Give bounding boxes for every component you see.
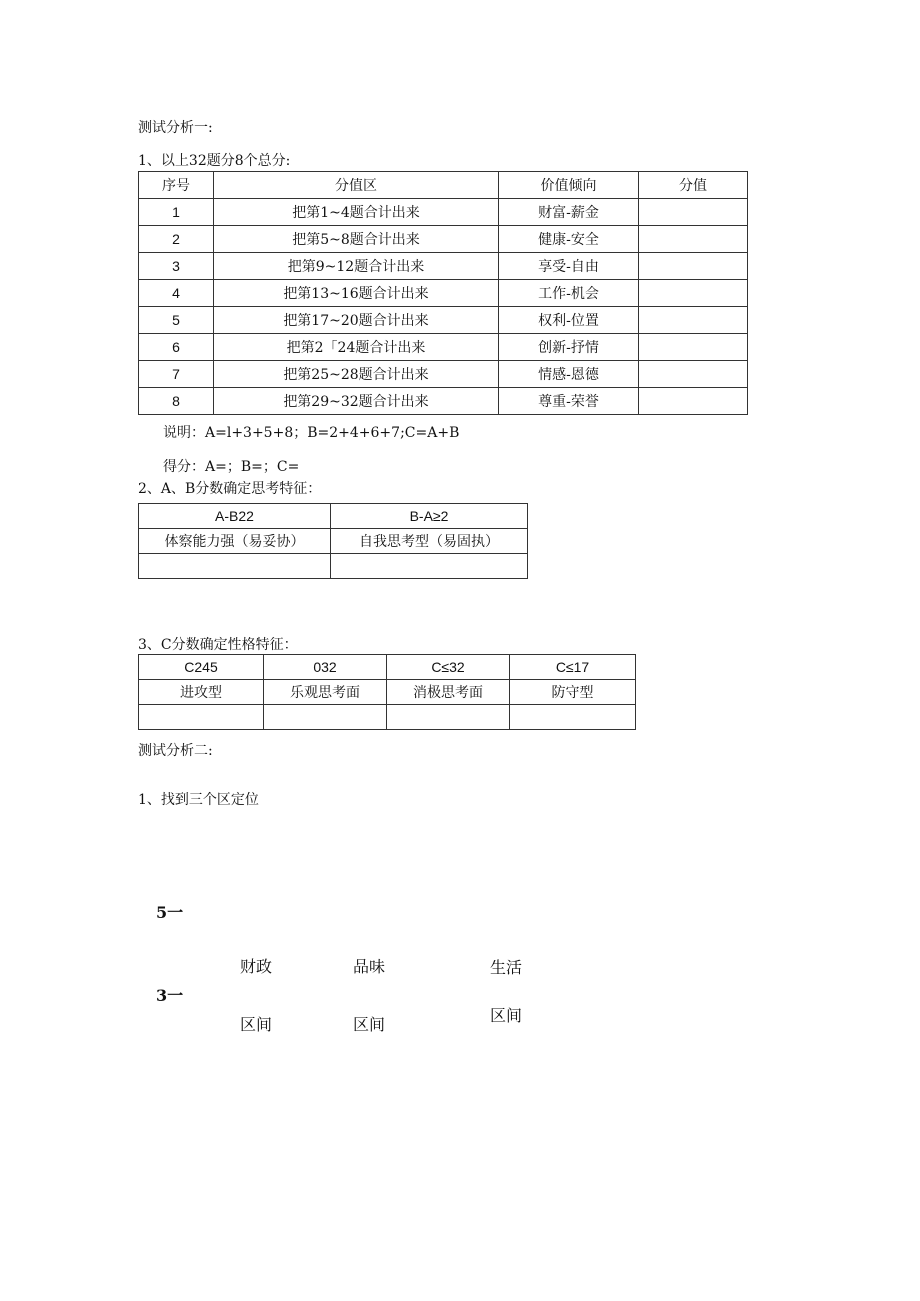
header-cell: A-B22	[139, 504, 331, 529]
q2-heading: 2、A、B分数确定思考特征：	[138, 481, 322, 497]
row-number: 6	[139, 334, 214, 361]
row-range: 把第2「24题合计出来	[214, 334, 499, 361]
zone-finance-title: 财政	[240, 957, 273, 976]
row-number: 1	[139, 199, 214, 226]
answer-cell[interactable]	[139, 554, 331, 579]
header-cell: C245	[139, 655, 264, 680]
row-range: 把第5~8题合计出来	[214, 226, 499, 253]
table-row	[139, 361, 748, 388]
row-number: 7	[139, 361, 214, 388]
section-title-1: 测试分析一:	[138, 120, 213, 136]
row-value: 创新-抒情	[499, 334, 639, 361]
header-cell: C≤32	[387, 655, 510, 680]
q1-heading: 1、以上32题分8个总分:	[138, 153, 291, 169]
zone-life-title: 生活	[490, 958, 523, 977]
answer-cell[interactable]	[510, 705, 636, 730]
row-score[interactable]	[639, 388, 748, 415]
row-number: 3	[139, 253, 214, 280]
header-cell: 032	[264, 655, 387, 680]
zone-finance-range: 区间	[240, 1015, 273, 1034]
header-cell: B-A≥2	[331, 504, 528, 529]
trait-label: 自我思考型（易固执）	[331, 529, 528, 554]
table-row	[139, 554, 528, 579]
row-range: 把第29~32题合计出来	[214, 388, 499, 415]
trait-label: 进攻型	[139, 680, 264, 705]
score-line: 得分：A=；B=；C=	[163, 459, 300, 475]
formula-note: 说明：A=l+3+5+8；B=2+4+6+7;C=A+B	[163, 425, 460, 441]
row-score[interactable]	[639, 334, 748, 361]
answer-cell[interactable]	[387, 705, 510, 730]
table-row	[139, 199, 748, 226]
value-table	[138, 171, 748, 415]
row-value: 健康-安全	[499, 226, 639, 253]
thinking-table	[138, 503, 528, 579]
trait-label: 体察能力强（易妥协）	[139, 529, 331, 554]
row-value: 工作-机会	[499, 280, 639, 307]
row-value: 享受-自由	[499, 253, 639, 280]
table-row	[139, 388, 748, 415]
header-cell: 序号	[139, 172, 214, 199]
table-row	[139, 307, 748, 334]
table-row	[139, 529, 528, 554]
section-title-2: 测试分析二:	[138, 743, 213, 759]
table-row	[139, 680, 636, 705]
trait-label: 乐观思考面	[264, 680, 387, 705]
row-range: 把第25~28题合计出来	[214, 361, 499, 388]
personality-table	[138, 654, 636, 730]
table-row	[139, 705, 636, 730]
q3-heading: 3、C分数确定性格特征：	[138, 637, 298, 653]
row-score[interactable]	[639, 280, 748, 307]
zone-life-range: 区间	[490, 1006, 523, 1025]
row-number: 8	[139, 388, 214, 415]
header-cell: 分值区	[214, 172, 499, 199]
row-range: 把第13~16题合计出来	[214, 280, 499, 307]
table-row	[139, 253, 748, 280]
answer-cell[interactable]	[139, 705, 264, 730]
row-value: 财富-薪金	[499, 199, 639, 226]
table-header-row	[139, 172, 748, 199]
table-header-row	[139, 655, 636, 680]
row-value: 尊重-荣誉	[499, 388, 639, 415]
row-score[interactable]	[639, 253, 748, 280]
row-score[interactable]	[639, 361, 748, 388]
axis-label-3: 3一	[156, 986, 184, 1005]
row-number: 2	[139, 226, 214, 253]
table-header-row	[139, 504, 528, 529]
answer-cell[interactable]	[264, 705, 387, 730]
row-range: 把第1~4题合计出来	[214, 199, 499, 226]
row-range: 把第9~12题合计出来	[214, 253, 499, 280]
row-range: 把第17~20题合计出来	[214, 307, 499, 334]
step-1: 1、找到三个区定位	[138, 792, 259, 808]
row-value: 情感-恩德	[499, 361, 639, 388]
table-row	[139, 334, 748, 361]
header-cell: C≤17	[510, 655, 636, 680]
table-row	[139, 280, 748, 307]
axis-label-5: 5一	[156, 903, 184, 922]
answer-cell[interactable]	[331, 554, 528, 579]
trait-label: 消极思考面	[387, 680, 510, 705]
table-row	[139, 226, 748, 253]
row-score[interactable]	[639, 226, 748, 253]
row-score[interactable]	[639, 307, 748, 334]
zone-taste-title: 品味	[353, 957, 386, 976]
header-cell: 分值	[639, 172, 748, 199]
row-number: 5	[139, 307, 214, 334]
trait-label: 防守型	[510, 680, 636, 705]
row-number: 4	[139, 280, 214, 307]
row-score[interactable]	[639, 199, 748, 226]
zone-taste-range: 区间	[353, 1015, 386, 1034]
header-cell: 价值倾向	[499, 172, 639, 199]
row-value: 权利-位置	[499, 307, 639, 334]
